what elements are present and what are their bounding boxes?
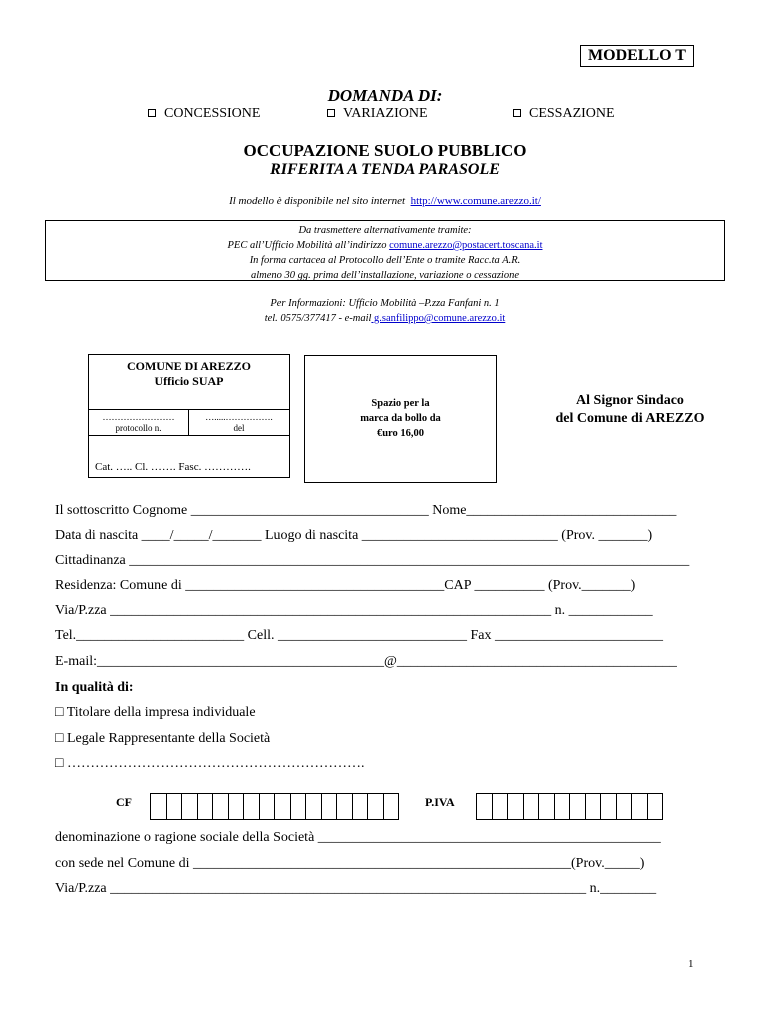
field-address[interactable]: Via/P.zza _______________________________________________________________ n. ____________ <box>55 603 653 618</box>
protocol-box <box>88 354 290 478</box>
pec-prefix: PEC all’Ufficio Mobilità all’indirizzo <box>227 240 390 251</box>
field-company-name[interactable]: denominazione o ragione sociale della Società _________________________________________________ <box>55 830 661 845</box>
transmission-line: almeno 30 gg. prima dell’installazione, variazione o cessazione <box>250 270 520 281</box>
info-email-link[interactable]: g.sanfilippo@comune.arezzo.it <box>371 313 506 324</box>
availability-text: Il modello è disponibile nel sito internet <box>229 195 406 207</box>
checkbox-icon[interactable] <box>148 109 156 117</box>
protocol-number-cell[interactable] <box>89 410 189 435</box>
option-variazione[interactable] <box>327 106 428 122</box>
addressee <box>530 392 730 428</box>
protocol-number-dots: …………………… <box>102 412 175 422</box>
protocol-row <box>89 409 289 436</box>
transmission-line: In forma cartacea al Protocollo dell’Ente o tramite Racc.ta A.R. <box>249 255 521 266</box>
stamp-amount: €uro 16,00 <box>376 428 425 439</box>
info-phone: tel. 0575/377417 - e-mail <box>264 313 372 324</box>
info-office: Per Informazioni: Ufficio Mobilità –P.zza Fanfani n. 1 <box>270 298 500 309</box>
classification-line: Cat. ….. Cl. ……. Fasc. …………. <box>95 461 251 473</box>
option-cessazione[interactable] <box>513 106 615 122</box>
checkbox-icon[interactable] <box>513 109 521 117</box>
field-residence[interactable]: Residenza: Comune di _____________________________________CAP __________ (Prov._______) <box>55 578 636 593</box>
protocol-date-cell[interactable] <box>189 410 289 435</box>
field-phones[interactable]: Tel.________________________ Cell. ___________________________ Fax ________________________ <box>55 628 664 643</box>
cf-boxes[interactable] <box>150 793 399 820</box>
stamp-line: Spazio per la <box>371 398 430 409</box>
field-company-city[interactable]: con sede nel Comune di ______________________________________________________(Prov._____) <box>55 856 645 871</box>
website-link[interactable]: http://www.comune.arezzo.it/ <box>410 195 541 207</box>
addressee-line: del Comune di AREZZO <box>555 411 705 426</box>
checkbox-icon[interactable] <box>327 109 335 117</box>
qualita-option-legale[interactable]: □ Legale Rappresentante della Società <box>55 731 271 746</box>
qualita-option-titolare[interactable]: □ Titolare della impresa individuale <box>55 705 256 720</box>
addressee-line: Al Signor Sindaco <box>576 393 684 408</box>
protocol-number-label: protocollo n. <box>115 423 162 433</box>
transmission-pec-line <box>46 238 724 253</box>
field-email[interactable]: E-mail:_________________________________________@________________________________________ <box>55 654 677 669</box>
stamp-space <box>304 355 497 483</box>
page-number: 1 <box>688 958 694 970</box>
protocol-date-label: del <box>233 423 245 433</box>
qualita-option-other[interactable]: □ ………………………………………………………. <box>55 756 365 771</box>
transmission-box <box>45 220 725 281</box>
field-citizenship[interactable]: Cittadinanza ________________________________________________________________________________ <box>55 553 690 568</box>
transmission-line: Da trasmettere alternativamente tramite: <box>298 225 472 236</box>
comune-name: COMUNE DI AREZZO <box>126 359 251 373</box>
protocol-date-dots: ….....……………. <box>205 412 273 422</box>
cf-label: CF <box>116 795 132 809</box>
field-company-address[interactable]: Via/P.zza ____________________________________________________________________ n.________ <box>55 881 657 896</box>
qualita-heading: In qualità di: <box>55 680 134 695</box>
request-heading: DOMANDA DI: <box>327 86 443 105</box>
piva-label: P.IVA <box>425 795 455 809</box>
option-label: CONCESSIONE <box>164 106 261 121</box>
field-surname-name[interactable]: Il sottoscritto Cognome __________________________________ Nome______________________________ <box>55 503 677 518</box>
protocol-box-title <box>89 359 289 389</box>
piva-boxes[interactable] <box>476 793 663 820</box>
form-subtitle: RIFERITA A TENDA PARASOLE <box>270 161 500 178</box>
form-title: OCCUPAZIONE SUOLO PUBBLICO <box>243 141 527 160</box>
option-label: VARIAZIONE <box>343 106 428 121</box>
stamp-line: marca da bollo da <box>360 413 441 424</box>
office-name: Ufficio SUAP <box>154 374 224 388</box>
option-concessione[interactable] <box>148 106 260 122</box>
field-birth[interactable]: Data di nascita ____/_____/_______ Luogo di nascita ____________________________ (Prov. _______) <box>55 528 653 543</box>
pec-email-link[interactable]: comune.arezzo@postacert.toscana.it <box>389 240 543 251</box>
info-block <box>0 296 770 326</box>
info-contact <box>0 311 770 326</box>
availability-note <box>0 195 770 207</box>
model-code: MODELLO T <box>580 45 694 67</box>
option-label: CESSAZIONE <box>529 106 615 121</box>
